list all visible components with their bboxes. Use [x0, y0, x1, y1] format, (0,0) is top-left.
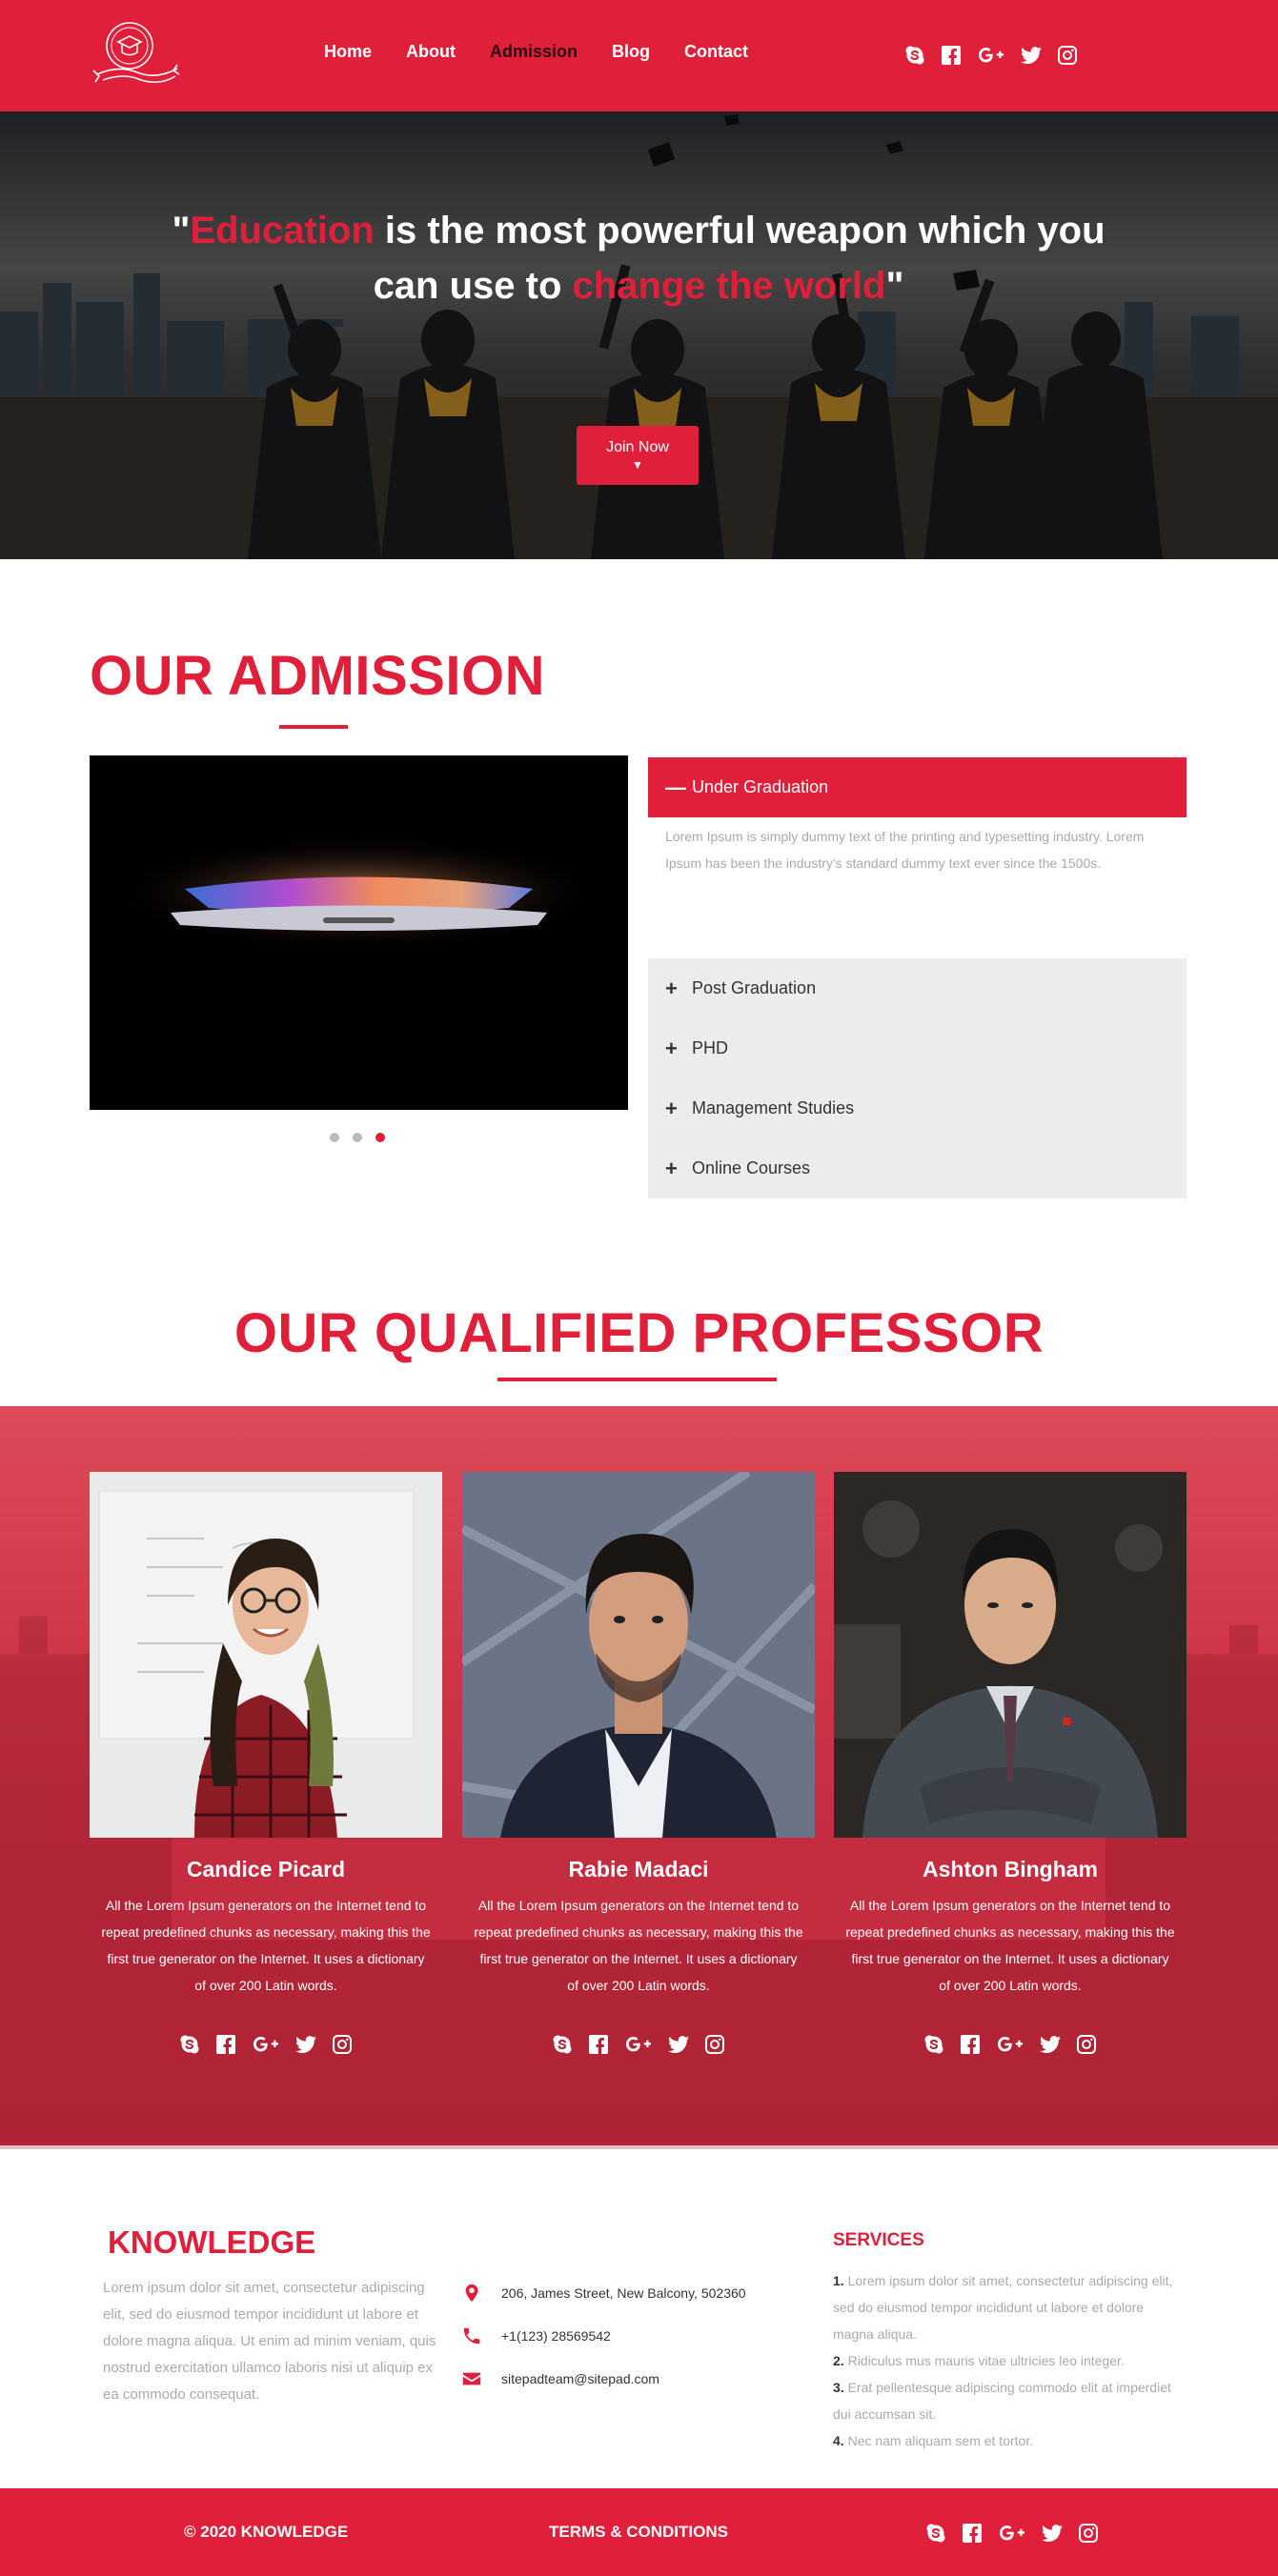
facebook-icon[interactable]: [214, 2033, 237, 2056]
mail-icon: [461, 2368, 482, 2389]
plus-icon: +: [665, 1036, 678, 1060]
google-plus-icon[interactable]: [976, 44, 1006, 67]
list-item: 2. Ridiculus mus mauris vitae ultricies leo integer.: [833, 2353, 1125, 2368]
list-item: 1. Lorem ipsum dolor sit amet, consectetur adipiscing elit, sed do eiusmod tempor incididunt ut labore et dolore magna aliqua.: [833, 2273, 1173, 2342]
admission-accordion: [648, 757, 1187, 1198]
main-nav: [324, 42, 782, 62]
plus-icon: +: [665, 1156, 678, 1180]
phone-icon: [461, 2325, 482, 2346]
plus-icon: +: [665, 1096, 678, 1120]
professor-bio: All the Lorem Ipsum generators on the Internet tend to repeat predefined chunks as necessary, making this the first true generator on the Internet. It uses a dictionary of over 200 Latin words.: [101, 1898, 431, 1993]
google-plus-icon[interactable]: [623, 2033, 654, 2056]
professor-bio: All the Lorem Ipsum generators on the Internet tend to repeat predefined chunks as necessary, making this the first true generator on the Internet. It uses a dictionary of over 200 Latin words.: [474, 1898, 803, 1993]
accordion-under-graduation[interactable]: — Under Graduation: [648, 757, 1187, 817]
professor-name: Ashton Bingham: [923, 1857, 1098, 1882]
slider-dot-3[interactable]: [375, 1133, 385, 1142]
nav-blog[interactable]: Blog: [612, 42, 651, 61]
services-list: [833, 2267, 1186, 2454]
quote-highlight-change: change the world: [572, 265, 886, 307]
header-social-links: [903, 44, 1079, 67]
slider-dot-2[interactable]: [353, 1133, 362, 1142]
footer-about-text: Lorem ipsum dolor sit amet, consectetur adipiscing elit, sed do eiusmod tempor incididunt ut labore et dolore magna aliqua. Ut enim ad minim veniam, quis nostrud exercitation ullamco laboris nisi ut aliquip ex ea commodo consequat.: [103, 2280, 436, 2403]
nav-contact[interactable]: Contact: [684, 42, 749, 61]
professor-photo-ashton: [834, 1472, 1187, 1838]
list-item: 3. Erat pellentesque adipiscing commodo elit at imperdiet dui accumsan sit.: [833, 2380, 1171, 2422]
twitter-icon[interactable]: [667, 2033, 690, 2056]
professor-social-links: [834, 2033, 1187, 2056]
slider-dots: [330, 1133, 385, 1142]
facebook-icon[interactable]: [940, 44, 963, 67]
admission-image-slider[interactable]: [90, 755, 628, 1110]
nav-home[interactable]: Home: [324, 42, 373, 61]
accordion-under-graduation-body: Lorem Ipsum is simply dummy text of the printing and typesetting industry. Lorem Ipsum has been the industry's standard dummy text ever since the 1500s.: [648, 817, 1187, 958]
chevron-down-icon: ▼: [632, 458, 643, 472]
accordion-online-courses[interactable]: + Online Courses: [665, 1156, 811, 1180]
facebook-icon[interactable]: [959, 2033, 982, 2056]
skype-icon[interactable]: [551, 2033, 574, 2056]
professor-name: Candice Picard: [186, 1857, 346, 1882]
contact-address: 206, James Street, New Balcony, 502360: [461, 2271, 746, 2314]
terms-link[interactable]: TERMS & CONDITIONS: [549, 2523, 728, 2541]
instagram-icon[interactable]: [703, 2033, 726, 2056]
nav-admission[interactable]: Admission: [490, 42, 578, 61]
skype-icon[interactable]: [178, 2033, 201, 2056]
professor-social-links: [90, 2033, 442, 2056]
google-plus-icon[interactable]: [995, 2033, 1025, 2056]
twitter-icon[interactable]: [294, 2033, 317, 2056]
footer-contact: [461, 2271, 746, 2400]
admission-title: OUR ADMISSION: [90, 645, 546, 707]
instagram-icon[interactable]: [1056, 44, 1079, 67]
hero-quote: "Education is the most powerful weapon which you can use to change the world": [172, 210, 1106, 307]
logo[interactable]: [90, 13, 181, 95]
list-item: 4. Nec nam aliquam sem et tortor.: [833, 2433, 1034, 2448]
professor-social-links: [462, 2033, 815, 2056]
twitter-icon[interactable]: [1041, 2522, 1064, 2545]
plus-icon: +: [665, 976, 678, 1000]
skype-icon[interactable]: [923, 2033, 945, 2056]
quote-highlight-education: Education: [190, 210, 375, 252]
location-pin-icon: [461, 2283, 482, 2304]
site-header: [0, 0, 1278, 111]
nav-about[interactable]: About: [406, 42, 456, 61]
professor-photo-rabie: [462, 1472, 815, 1838]
slider-dot-1[interactable]: [330, 1133, 339, 1142]
services-title: SERVICES: [833, 2230, 924, 2250]
skype-icon[interactable]: [924, 2522, 947, 2545]
copyright-text: © 2020 KNOWLEDGE: [184, 2523, 349, 2541]
contact-email[interactable]: sitepadteam@sitepad.com: [461, 2357, 746, 2400]
instagram-icon[interactable]: [331, 2033, 354, 2056]
professor-card: [834, 1472, 1187, 2056]
professor-bio: All the Lorem Ipsum generators on the Internet tend to repeat predefined chunks as necessary, making this the first true generator on the Internet. It uses a dictionary of over 200 Latin words.: [845, 1898, 1175, 1993]
professor-name: Rabie Madaci: [568, 1857, 709, 1882]
instagram-icon[interactable]: [1077, 2522, 1100, 2545]
hero-banner: [0, 111, 1278, 559]
professor-card: [462, 1472, 815, 2056]
footer-brand: KNOWLEDGE: [108, 2224, 316, 2260]
footer-social-links: [924, 2522, 1100, 2545]
professors-title-underline: [497, 1378, 777, 1381]
google-plus-icon[interactable]: [251, 2033, 281, 2056]
twitter-icon[interactable]: [1020, 44, 1043, 67]
professors-title: OUR QUALIFIED PROFESSOR: [233, 1302, 1045, 1364]
professor-card: [90, 1472, 442, 2056]
skype-icon[interactable]: [903, 44, 926, 67]
instagram-icon[interactable]: [1075, 2033, 1098, 2056]
join-now-button[interactable]: Join Now ▼: [577, 426, 699, 485]
laptop-image: [90, 755, 628, 1110]
facebook-icon[interactable]: [961, 2522, 984, 2545]
contact-phone[interactable]: +1(123) 28569542: [461, 2314, 746, 2357]
minus-icon: —: [665, 775, 686, 799]
google-plus-icon[interactable]: [997, 2522, 1027, 2545]
accordion-post-graduation[interactable]: + Post Graduation: [665, 976, 817, 1000]
accordion-management-studies[interactable]: + Management Studies: [665, 1096, 855, 1120]
facebook-icon[interactable]: [587, 2033, 610, 2056]
professor-photo-candice: [90, 1472, 442, 1838]
admission-title-underline: [279, 725, 348, 729]
twitter-icon[interactable]: [1039, 2033, 1062, 2056]
accordion-phd[interactable]: + PHD: [665, 1036, 729, 1060]
